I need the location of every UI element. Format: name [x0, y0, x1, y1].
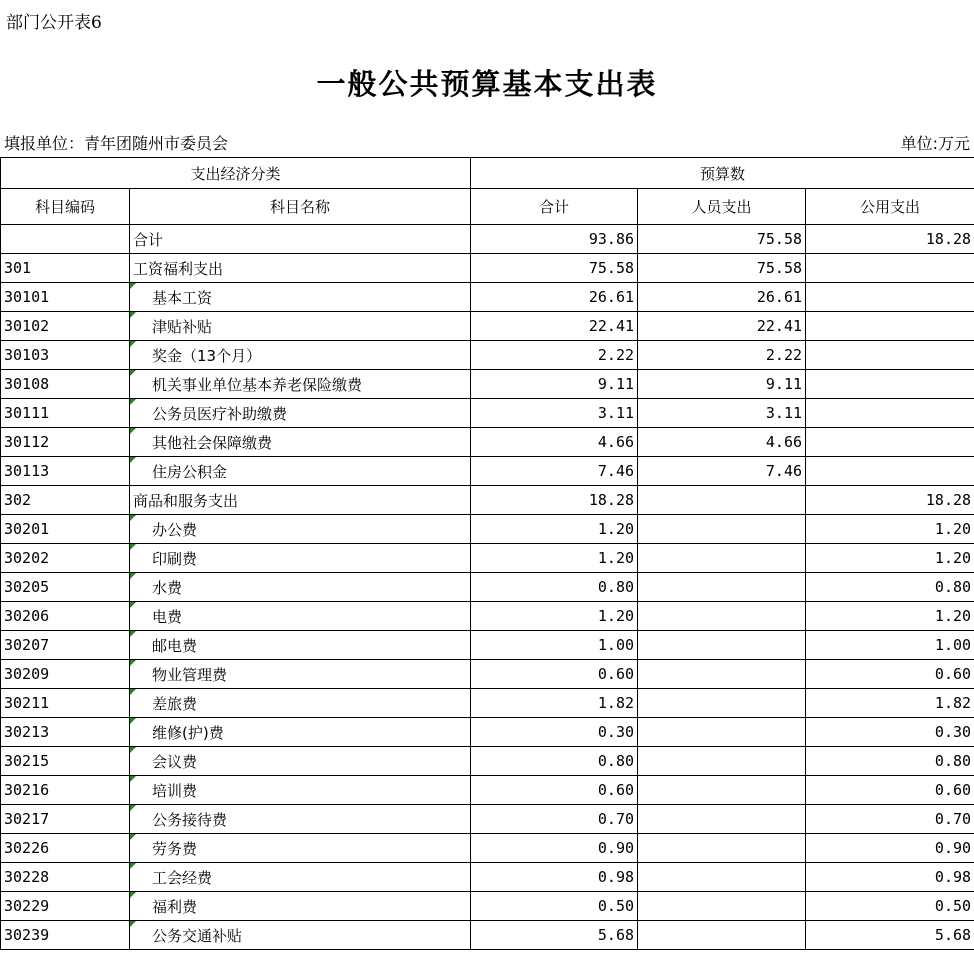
row-public-cell — [806, 341, 974, 370]
row-code-cell — [1, 515, 130, 544]
row-total-cell — [471, 747, 638, 776]
cell-comment-marker — [130, 834, 136, 840]
table-row — [1, 805, 974, 834]
cell-text: 0.70 — [597, 810, 635, 828]
cell-text: 1.82 — [934, 694, 972, 712]
cell-text: 9.11 — [765, 375, 803, 393]
cell-text: 30113 — [4, 462, 50, 480]
row-name-cell — [130, 602, 471, 631]
table-row — [1, 747, 974, 776]
row-code-cell — [1, 834, 130, 863]
cell-comment-marker — [130, 747, 136, 753]
row-personnel-cell — [638, 254, 806, 283]
row-name-cell — [130, 805, 471, 834]
row-total-cell — [471, 341, 638, 370]
cell-text: 30112 — [4, 433, 50, 451]
row-total-cell — [471, 805, 638, 834]
cell-text: 3.11 — [597, 404, 635, 422]
table-row — [1, 254, 974, 283]
cell-text: 工会经费 — [152, 868, 213, 887]
row-personnel-cell — [638, 428, 806, 457]
cell-text: 公务交通补贴 — [152, 926, 243, 945]
row-personnel-cell — [638, 486, 806, 515]
row-code-cell — [1, 544, 130, 573]
cell-comment-marker — [130, 573, 136, 579]
table-row — [1, 892, 974, 921]
row-personnel-cell — [638, 544, 806, 573]
row-code-cell — [1, 312, 130, 341]
cell-text: 0.80 — [934, 752, 972, 770]
cell-text: 0.60 — [597, 665, 635, 683]
cell-text: 18.28 — [925, 491, 972, 509]
row-total-cell — [471, 283, 638, 312]
row-name-cell — [130, 254, 471, 283]
header-economic-class: 支出经济分类 — [1, 158, 471, 189]
table-row — [1, 660, 974, 689]
cell-text: 30228 — [4, 868, 50, 886]
cell-text: 0.90 — [597, 839, 635, 857]
table-row — [1, 776, 974, 805]
row-personnel-cell — [638, 718, 806, 747]
cell-text: 1.82 — [597, 694, 635, 712]
row-total-cell — [471, 863, 638, 892]
row-public-cell — [806, 428, 974, 457]
cell-comment-marker — [130, 312, 136, 318]
row-public-cell — [806, 457, 974, 486]
cell-text: 30215 — [4, 752, 50, 770]
row-public-cell — [806, 834, 974, 863]
cell-text: 75.58 — [756, 259, 803, 277]
cell-text: 商品和服务支出 — [133, 491, 239, 510]
row-name-cell — [130, 341, 471, 370]
row-code-cell — [1, 428, 130, 457]
row-code-cell — [1, 805, 130, 834]
row-name-cell — [130, 747, 471, 776]
row-personnel-cell — [638, 399, 806, 428]
cell-text: 劳务费 — [152, 839, 198, 858]
cell-text: 办公费 — [152, 520, 198, 539]
row-code-cell — [1, 573, 130, 602]
row-total-cell — [471, 602, 638, 631]
table-row — [1, 225, 974, 254]
cell-text: 5.68 — [934, 926, 972, 944]
row-personnel-cell — [638, 515, 806, 544]
row-code-cell — [1, 718, 130, 747]
header-row-group — [1, 158, 974, 189]
cell-comment-marker — [130, 428, 136, 434]
cell-text: 其他社会保障缴费 — [152, 433, 273, 452]
cell-text: 差旅费 — [152, 694, 198, 713]
row-total-cell — [471, 718, 638, 747]
cell-comment-marker — [130, 515, 136, 521]
cell-text: 301 — [4, 259, 32, 277]
row-personnel-cell — [638, 689, 806, 718]
cell-text: 公务员医疗补助缴费 — [152, 404, 288, 423]
row-name-cell — [130, 515, 471, 544]
cell-text: 公务接待费 — [152, 810, 228, 829]
row-personnel-cell — [638, 776, 806, 805]
row-name-cell — [130, 544, 471, 573]
cell-comment-marker — [130, 457, 136, 463]
cell-text: 机关事业单位基本养老保险缴费 — [152, 375, 363, 394]
row-public-cell — [806, 921, 974, 950]
cell-text: 9.11 — [597, 375, 635, 393]
cell-comment-marker — [130, 660, 136, 666]
cell-text: 26.61 — [756, 288, 803, 306]
row-total-cell — [471, 254, 638, 283]
row-code-cell — [1, 921, 130, 950]
cell-comment-marker — [130, 689, 136, 695]
row-code-cell — [1, 747, 130, 776]
cell-text: 7.46 — [597, 462, 635, 480]
row-code-cell — [1, 863, 130, 892]
cell-text: 1.00 — [597, 636, 635, 654]
header-budget-amount: 预算数 — [471, 158, 974, 189]
cell-text: 75.58 — [756, 230, 803, 248]
cell-text: 维修(护)费 — [152, 723, 224, 742]
row-code-cell — [1, 660, 130, 689]
cell-text: 4.66 — [765, 433, 803, 451]
cell-text: 1.20 — [597, 607, 635, 625]
row-public-cell — [806, 486, 974, 515]
row-code-cell — [1, 341, 130, 370]
cell-text: 22.41 — [756, 317, 803, 335]
cell-text: 电费 — [152, 607, 183, 626]
cell-text: 津贴补贴 — [152, 317, 213, 336]
cell-comment-marker — [130, 399, 136, 405]
table-row — [1, 631, 974, 660]
table-row — [1, 602, 974, 631]
row-name-cell — [130, 312, 471, 341]
row-name-cell — [130, 921, 471, 950]
cell-text: 4.66 — [597, 433, 635, 451]
cell-text: 30229 — [4, 897, 50, 915]
row-public-cell — [806, 718, 974, 747]
cell-comment-marker — [130, 370, 136, 376]
row-total-cell — [471, 428, 638, 457]
cell-text: 基本工资 — [152, 288, 213, 307]
cell-comment-marker — [130, 805, 136, 811]
cell-text: 0.98 — [934, 868, 972, 886]
row-public-cell — [806, 544, 974, 573]
row-public-cell — [806, 283, 974, 312]
row-code-cell — [1, 776, 130, 805]
row-personnel-cell — [638, 921, 806, 950]
row-code-cell — [1, 892, 130, 921]
row-name-cell — [130, 776, 471, 805]
cell-text: 0.80 — [597, 752, 635, 770]
table-row — [1, 573, 974, 602]
cell-text: 2.22 — [597, 346, 635, 364]
cell-text: 印刷费 — [152, 549, 198, 568]
cell-text: 30205 — [4, 578, 50, 596]
cell-text: 0.90 — [934, 839, 972, 857]
cell-text: 0.50 — [597, 897, 635, 915]
header-personnel: 人员支出 — [638, 189, 806, 225]
row-public-cell — [806, 776, 974, 805]
row-code-cell — [1, 486, 130, 515]
row-name-cell — [130, 689, 471, 718]
cell-text: 福利费 — [152, 897, 198, 916]
row-name-cell — [130, 399, 471, 428]
cell-text: 302 — [4, 491, 32, 509]
cell-text: 1.20 — [934, 549, 972, 567]
row-public-cell — [806, 863, 974, 892]
cell-text: 5.68 — [597, 926, 635, 944]
cell-text: 22.41 — [588, 317, 635, 335]
row-code-cell — [1, 283, 130, 312]
cell-text: 30217 — [4, 810, 50, 828]
header-row-columns — [1, 189, 974, 225]
cell-comment-marker — [130, 341, 136, 347]
row-code-cell — [1, 689, 130, 718]
cell-text: 0.80 — [597, 578, 635, 596]
cell-text: 0.70 — [934, 810, 972, 828]
row-personnel-cell — [638, 602, 806, 631]
cell-text: 培训费 — [152, 781, 198, 800]
table-row — [1, 515, 974, 544]
row-personnel-cell — [638, 892, 806, 921]
cell-text: 住房公积金 — [152, 462, 228, 481]
row-total-cell — [471, 370, 638, 399]
table-row — [1, 834, 974, 863]
cell-text: 30103 — [4, 346, 50, 364]
cell-text: 30111 — [4, 404, 50, 422]
table-row — [1, 457, 974, 486]
table-row — [1, 312, 974, 341]
row-personnel-cell — [638, 370, 806, 399]
row-total-cell — [471, 834, 638, 863]
cell-text: 30206 — [4, 607, 50, 625]
row-name-cell — [130, 428, 471, 457]
cell-comment-marker — [130, 283, 136, 289]
cell-text: 30226 — [4, 839, 50, 857]
cell-text: 0.80 — [934, 578, 972, 596]
row-public-cell — [806, 747, 974, 776]
row-code-cell — [1, 225, 130, 254]
row-public-cell — [806, 312, 974, 341]
row-personnel-cell — [638, 573, 806, 602]
table-row — [1, 341, 974, 370]
cell-text: 30101 — [4, 288, 50, 306]
cell-text: 0.60 — [597, 781, 635, 799]
row-name-cell — [130, 225, 471, 254]
row-public-cell — [806, 254, 974, 283]
cell-text: 1.20 — [934, 520, 972, 538]
cell-text: 0.98 — [597, 868, 635, 886]
header-public: 公用支出 — [806, 189, 974, 225]
table-row — [1, 486, 974, 515]
table-row — [1, 428, 974, 457]
cell-text: 工资福利支出 — [133, 259, 224, 278]
row-name-cell — [130, 863, 471, 892]
row-total-cell — [471, 573, 638, 602]
row-name-cell — [130, 834, 471, 863]
row-total-cell — [471, 921, 638, 950]
row-total-cell — [471, 544, 638, 573]
cell-text: 合计 — [133, 230, 164, 249]
row-public-cell — [806, 573, 974, 602]
cell-text: 1.00 — [934, 636, 972, 654]
cell-text: 7.46 — [765, 462, 803, 480]
currency-unit: 单位:万元 — [900, 134, 970, 153]
row-total-cell — [471, 457, 638, 486]
cell-comment-marker — [130, 892, 136, 898]
cell-comment-marker — [130, 921, 136, 927]
cell-text: 30209 — [4, 665, 50, 683]
row-total-cell — [471, 892, 638, 921]
row-code-cell — [1, 399, 130, 428]
row-name-cell — [130, 457, 471, 486]
cell-text: 30202 — [4, 549, 50, 567]
row-public-cell — [806, 225, 974, 254]
cell-text: 3.11 — [765, 404, 803, 422]
cell-text: 30239 — [4, 926, 50, 944]
cell-text: 2.22 — [765, 346, 803, 364]
row-total-cell — [471, 515, 638, 544]
cell-text: 26.61 — [588, 288, 635, 306]
cell-comment-marker — [130, 544, 136, 550]
row-personnel-cell — [638, 283, 806, 312]
row-personnel-cell — [638, 631, 806, 660]
cell-comment-marker — [130, 776, 136, 782]
header-name: 科目名称 — [130, 189, 471, 225]
row-code-cell — [1, 254, 130, 283]
cell-text: 30211 — [4, 694, 50, 712]
cell-text: 1.20 — [597, 520, 635, 538]
cell-text: 会议费 — [152, 752, 198, 771]
header-total: 合计 — [471, 189, 638, 225]
table-row — [1, 283, 974, 312]
cell-comment-marker — [130, 602, 136, 608]
row-personnel-cell — [638, 457, 806, 486]
row-total-cell — [471, 660, 638, 689]
cell-text: 奖金（13个月） — [152, 346, 262, 365]
cell-text: 0.50 — [934, 897, 972, 915]
row-public-cell — [806, 892, 974, 921]
cell-text: 30216 — [4, 781, 50, 799]
cell-text: 0.30 — [597, 723, 635, 741]
row-total-cell — [471, 225, 638, 254]
cell-text: 75.58 — [588, 259, 635, 277]
row-personnel-cell — [638, 341, 806, 370]
cell-text: 邮电费 — [152, 636, 198, 655]
cell-text: 物业管理费 — [152, 665, 228, 684]
row-personnel-cell — [638, 312, 806, 341]
row-total-cell — [471, 776, 638, 805]
cell-text: 30201 — [4, 520, 50, 538]
row-public-cell — [806, 689, 974, 718]
table-row — [1, 921, 974, 950]
row-total-cell — [471, 631, 638, 660]
table-row — [1, 370, 974, 399]
row-name-cell — [130, 573, 471, 602]
row-public-cell — [806, 660, 974, 689]
cell-comment-marker — [130, 718, 136, 724]
cell-text: 1.20 — [934, 607, 972, 625]
row-personnel-cell — [638, 805, 806, 834]
cell-comment-marker — [130, 631, 136, 637]
document-label: 部门公开表6 — [6, 13, 102, 33]
cell-text: 18.28 — [588, 491, 635, 509]
row-name-cell — [130, 631, 471, 660]
filling-unit: 填报单位：青年团随州市委员会 — [4, 134, 229, 153]
row-public-cell — [806, 515, 974, 544]
cell-text: 18.28 — [925, 230, 972, 248]
row-public-cell — [806, 399, 974, 428]
cell-text: 0.30 — [934, 723, 972, 741]
row-personnel-cell — [638, 834, 806, 863]
header-code: 科目编码 — [1, 189, 130, 225]
row-public-cell — [806, 805, 974, 834]
row-code-cell — [1, 370, 130, 399]
table-row — [1, 399, 974, 428]
row-code-cell — [1, 631, 130, 660]
table-row — [1, 544, 974, 573]
row-total-cell — [471, 399, 638, 428]
cell-text: 0.60 — [934, 781, 972, 799]
cell-text: 30102 — [4, 317, 50, 335]
row-personnel-cell — [638, 863, 806, 892]
row-name-cell — [130, 718, 471, 747]
cell-comment-marker — [130, 863, 136, 869]
cell-text: 1.20 — [597, 549, 635, 567]
row-code-cell — [1, 602, 130, 631]
row-personnel-cell — [638, 225, 806, 254]
row-name-cell — [130, 892, 471, 921]
row-public-cell — [806, 602, 974, 631]
cell-text: 0.60 — [934, 665, 972, 683]
row-total-cell — [471, 486, 638, 515]
row-code-cell — [1, 457, 130, 486]
row-personnel-cell — [638, 660, 806, 689]
cell-text: 30213 — [4, 723, 50, 741]
budget-table — [0, 157, 974, 950]
row-name-cell — [130, 283, 471, 312]
table-row — [1, 718, 974, 747]
row-total-cell — [471, 312, 638, 341]
cell-text: 93.86 — [588, 230, 635, 248]
row-public-cell — [806, 631, 974, 660]
cell-text: 30108 — [4, 375, 50, 393]
row-name-cell — [130, 660, 471, 689]
table-row — [1, 689, 974, 718]
cell-text: 水费 — [152, 578, 183, 597]
row-public-cell — [806, 370, 974, 399]
cell-text: 30207 — [4, 636, 50, 654]
page-title: 一般公共预算基本支出表 — [316, 67, 658, 101]
row-name-cell — [130, 486, 471, 515]
table-row — [1, 863, 974, 892]
row-name-cell — [130, 370, 471, 399]
row-total-cell — [471, 689, 638, 718]
row-personnel-cell — [638, 747, 806, 776]
